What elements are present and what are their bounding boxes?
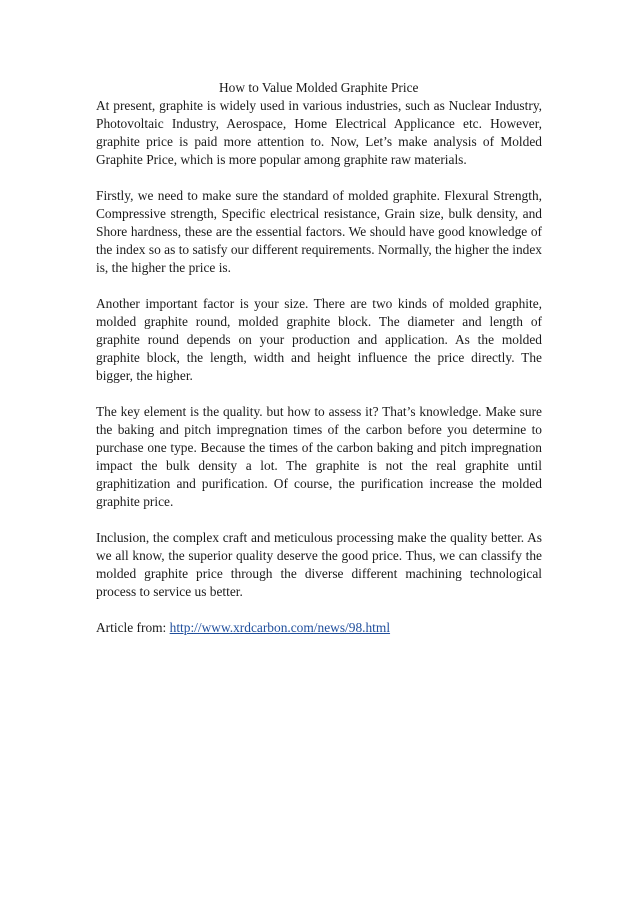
document-body	[96, 79, 542, 655]
paragraph-standard: Firstly, we need to make sure the standard of molded graphite. Flexural Strength, Compressive strength, Specific electrical resistance, Grain size, bulk density, and Shore hardness, these are the essential factors. We should have good knowledge of the index so as to satisfy our different requirements. Normally, the higher the index is, the higher the price is.	[96, 188, 542, 275]
source-line	[96, 619, 542, 637]
paragraph-size: Another important factor is your size. There are two kinds of molded graphite, molded graphite round, molded graphite block. The diameter and length of graphite round depends on your production and application. As the molded graphite block, the length, width and height influence the price directly. The bigger, the higher.	[96, 296, 542, 383]
source-link[interactable]: http://www.xrdcarbon.com/news/98.html	[169, 620, 391, 635]
source-label: Article from:	[96, 620, 170, 635]
document-title: How to Value Molded Graphite Price	[219, 80, 419, 95]
paragraph-intro: At present, graphite is widely used in various industries, such as Nuclear Industry, Photovoltaic Industry, Aerospace, Home Electrical Applicance etc. However, graphite price is paid more attention to. Now, Let’s make analysis of Molded Graphite Price, which is more popular among graphite raw materials.	[96, 98, 542, 167]
paragraph-inclusion: Inclusion, the complex craft and meticulous processing make the quality better. As we all know, the superior quality deserve the good price. Thus, we can classify the molded graphite price through the diverse different machining technological process to service us better.	[96, 530, 542, 599]
paragraph-quality: The key element is the quality. but how to assess it? That’s knowledge. Make sure the baking and pitch impregnation times of the carbon before you determine to purchase one type. Because the times of the carbon baking and pitch impregnation impact the bulk density a lot. The graphite is not the real graphite until graphitization and purification. Of course, the purification increase the molded graphite price.	[96, 404, 542, 509]
